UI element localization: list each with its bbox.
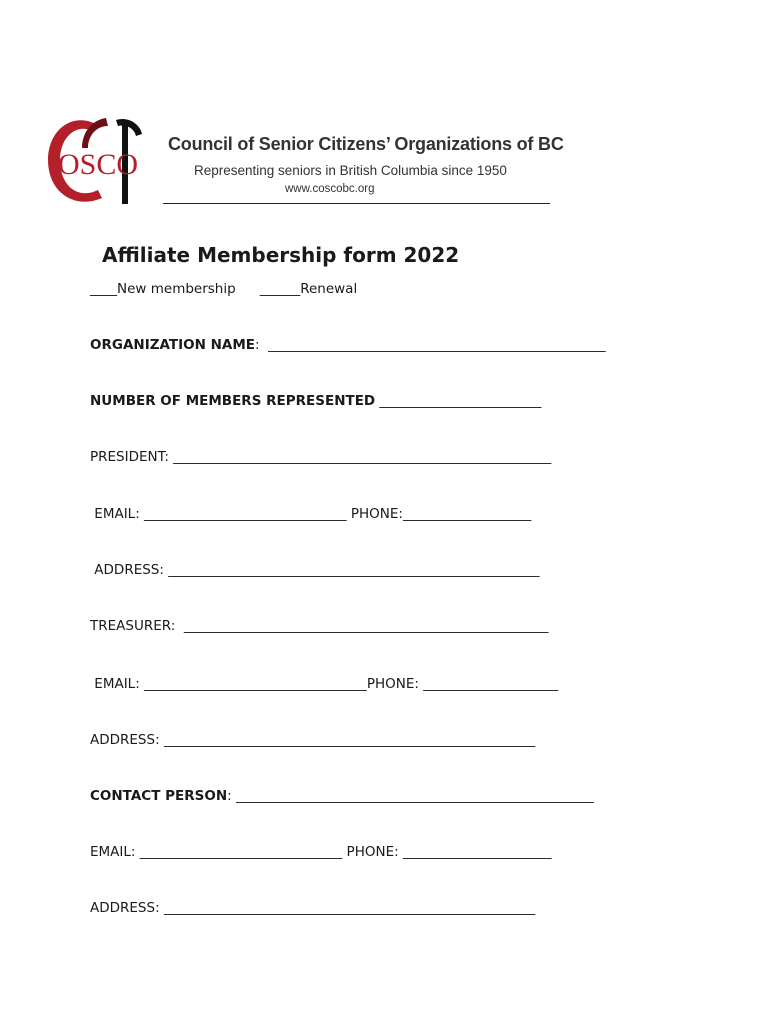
treasurer-email-field[interactable]: _________________________________ — [139, 676, 367, 692]
cosco-logo — [44, 114, 162, 210]
contact-address-label: ADDRESS: — [90, 900, 160, 916]
cosco-c-mark — [44, 114, 162, 210]
organization-tagline: Representing seniors in British Columbia since 1950 — [194, 163, 507, 178]
organization-name-label: ORGANIZATION NAME — [90, 337, 256, 353]
contact-person-contact-row — [90, 844, 551, 860]
members-represented-label: NUMBER OF MEMBERS REPRESENTED — [90, 393, 376, 409]
contact-person-separator: : — [227, 788, 236, 804]
treasurer-phone-field[interactable]: ____________________ — [418, 676, 559, 692]
organization-name-field[interactable]: __________________________________________________ — [268, 337, 606, 353]
logo-text: OSCO — [58, 148, 139, 181]
treasurer-field[interactable]: ______________________________________________________ — [175, 618, 549, 634]
new-membership-blank[interactable]: ____ — [90, 281, 117, 297]
organization-name-separator: : — [255, 337, 269, 353]
president-address-field[interactable]: _______________________________________________________ — [163, 562, 540, 578]
new-membership-label: New membership — [117, 281, 236, 297]
president-address-label: ADDRESS: — [90, 562, 164, 578]
contact-person-label: CONTACT PERSON — [90, 788, 228, 804]
contact-email-field[interactable]: ______________________________ — [135, 844, 343, 860]
treasurer-email-label: EMAIL: — [90, 676, 140, 692]
membership-type-row — [90, 281, 357, 297]
contact-address-field[interactable]: _______________________________________________________ — [159, 900, 536, 916]
contact-email-label: EMAIL: — [90, 844, 136, 860]
treasurer-label: TREASURER: — [90, 618, 176, 634]
treasurer-address-row — [90, 732, 535, 748]
contact-address-row — [90, 900, 535, 916]
treasurer-phone-label: PHONE: — [366, 676, 419, 692]
contact-person-row — [90, 788, 594, 804]
organization-name-heading: Council of Senior Citizens’ Organizations of BC — [168, 134, 564, 154]
members-represented-row — [90, 393, 541, 409]
form-title: Affiliate Membership form 2022 — [102, 243, 460, 267]
header-divider — [163, 203, 550, 204]
president-address-row — [90, 562, 539, 578]
president-email-field[interactable]: ______________________________ — [139, 506, 347, 522]
treasurer-address-label: ADDRESS: — [90, 732, 160, 748]
organization-website: www.coscobc.org — [285, 183, 375, 195]
renewal-blank[interactable]: ______ — [259, 281, 301, 297]
treasurer-contact-row — [90, 676, 558, 692]
contact-person-field[interactable]: _____________________________________________________ — [235, 788, 594, 804]
renewal-label: Renewal — [300, 281, 358, 297]
organization-name-row — [90, 337, 606, 353]
contact-phone-label: PHONE: — [342, 844, 399, 860]
president-phone-label: PHONE: — [346, 506, 403, 522]
president-contact-row — [90, 506, 531, 522]
president-field[interactable]: ________________________________________________________ — [168, 449, 552, 465]
president-phone-field[interactable]: ___________________ — [402, 506, 532, 522]
president-email-label: EMAIL: — [90, 506, 140, 522]
president-label: PRESIDENT: — [90, 449, 169, 465]
president-row — [90, 449, 551, 465]
contact-phone-field[interactable]: ______________________ — [398, 844, 552, 860]
treasurer-row — [90, 618, 548, 634]
treasurer-address-field[interactable]: _______________________________________________________ — [159, 732, 536, 748]
members-represented-field[interactable]: ________________________ — [375, 393, 542, 409]
